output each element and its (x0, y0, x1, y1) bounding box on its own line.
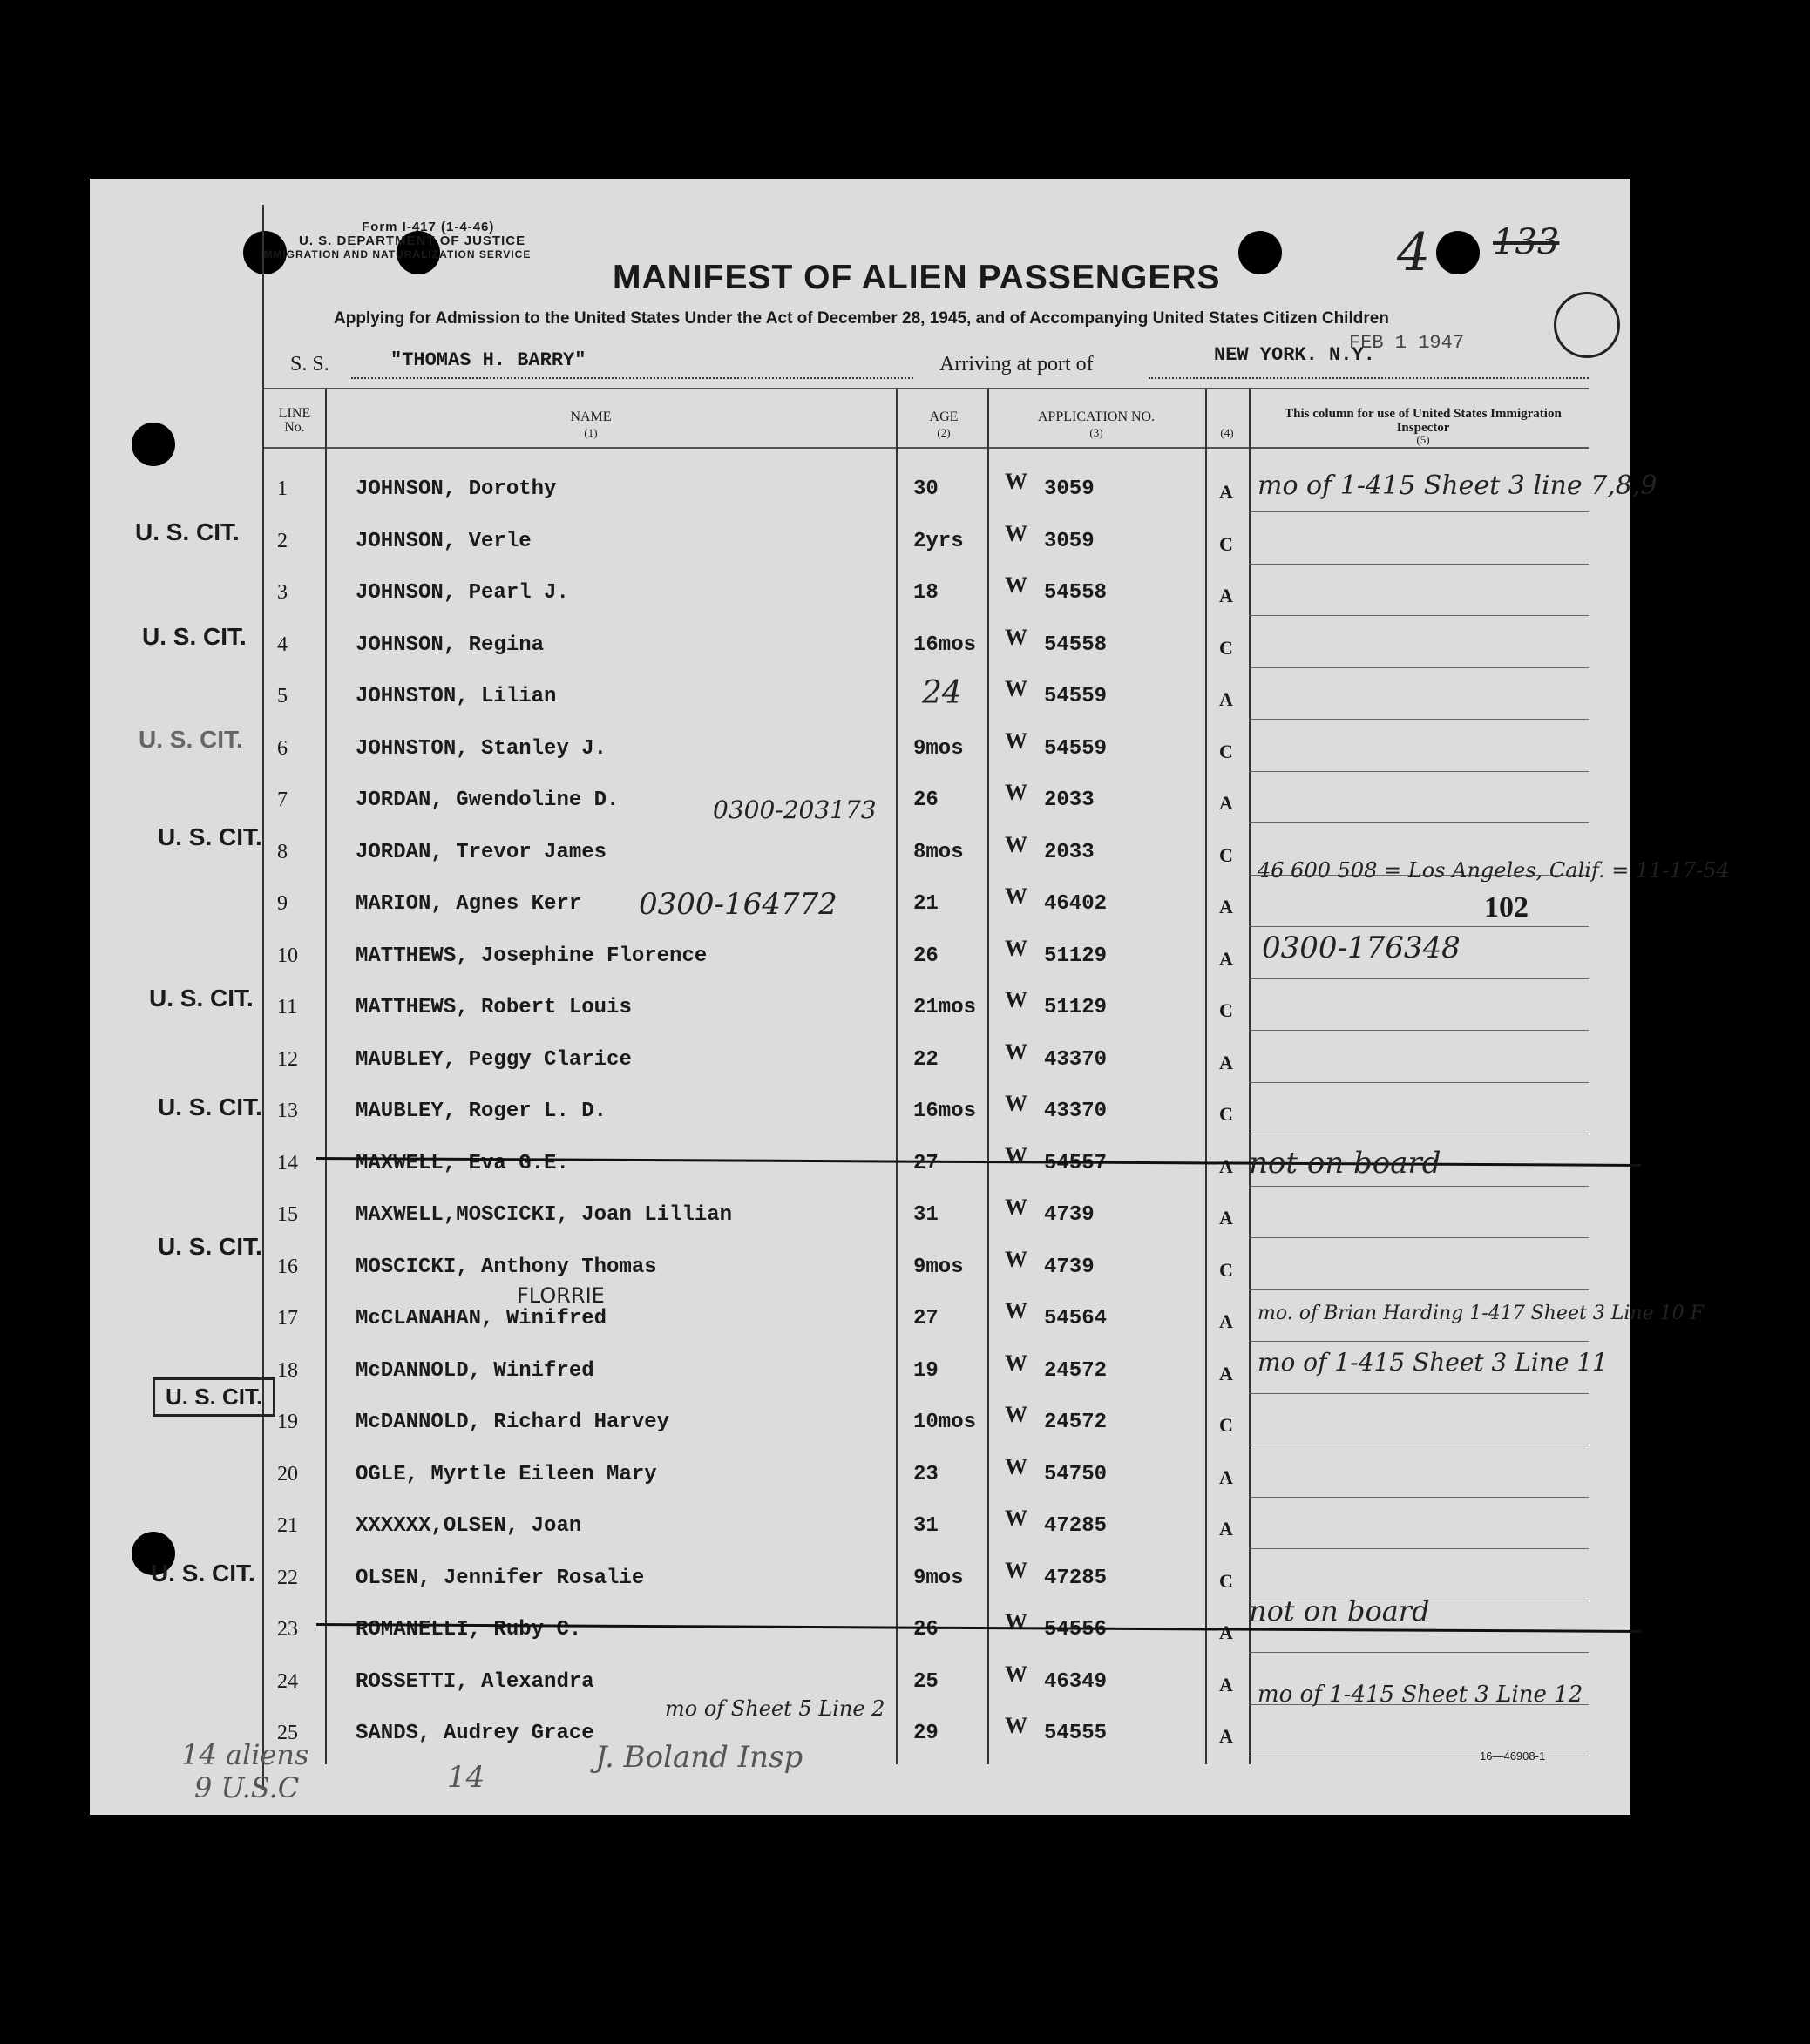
port-dotline (1149, 377, 1589, 379)
class-code: C (1219, 1258, 1233, 1281)
class-code: C (1219, 636, 1233, 659)
tally-citizens: 9 U.S.C (194, 1771, 300, 1804)
passenger-name: MATTHEWS, Josephine Florence (356, 944, 708, 968)
passenger-name: MAXWELL,MOSCICKI, Joan Lillian (356, 1203, 733, 1227)
passenger-name: McCLANAHAN, Winifred (356, 1307, 607, 1330)
handwritten-note: mo. of Brian Harding 1-417 Sheet 3 Line 10 F (1258, 1303, 1704, 1324)
application-number: 51129 (1044, 996, 1108, 1019)
class-code: C (1219, 1569, 1233, 1592)
inspector-line (1249, 667, 1589, 668)
inspector-line (1249, 1030, 1589, 1031)
handwritten-note: not on board (1249, 1594, 1430, 1628)
passenger-name: JORDAN, Trevor James (356, 840, 607, 864)
application-prefix: W (1005, 572, 1027, 598)
class-code: A (1219, 688, 1233, 710)
application-number: 2033 (1044, 840, 1095, 864)
inspector-line (1249, 1237, 1589, 1238)
application-prefix: W (1005, 935, 1027, 961)
col-age-header: AGE (929, 409, 959, 424)
application-prefix: W (1005, 1402, 1027, 1427)
punch-hole (1238, 231, 1282, 274)
application-prefix: W (1005, 728, 1027, 754)
form-number: Form I-417 (1-4-46) (362, 220, 495, 234)
passenger-age: 9mos (913, 736, 964, 761)
inspector-signature: J. Boland Insp (595, 1740, 803, 1775)
table-row (90, 1395, 1630, 1446)
us-citizen-label: U. S. CIT. (142, 623, 247, 650)
passenger-age: 31 (913, 1514, 939, 1538)
col-age-num: (2) (937, 426, 951, 439)
handwritten-note: 46 600 508 = Los Angeles, Calif. = 11-17-54 (1258, 858, 1730, 883)
class-code: A (1219, 1465, 1233, 1488)
class-code: A (1219, 481, 1233, 503)
passenger-name: JORDAN, Gwendoline D. (356, 788, 620, 812)
inspector-line (1249, 771, 1589, 772)
passenger-age: 31 (913, 1203, 939, 1227)
class-code: A (1219, 1207, 1233, 1228)
passenger-age: 10mos (913, 1411, 977, 1434)
application-number: 54559 (1044, 685, 1108, 708)
us-citizen-label: U. S. CIT. (135, 518, 240, 545)
application-prefix: W (1005, 1246, 1027, 1272)
passenger-name: OGLE, Myrtle Eileen Mary (356, 1462, 657, 1486)
punch-hole (132, 423, 175, 466)
application-number: 47285 (1044, 1514, 1108, 1538)
passenger-name: MAUBLEY, Roger L. D. (356, 1100, 607, 1123)
passenger-age: 9mos (913, 1255, 964, 1279)
application-number: 54564 (1044, 1307, 1108, 1330)
tally-number: 14 (447, 1760, 485, 1795)
inspector-line (1249, 926, 1589, 927)
line-number: 8 (277, 840, 288, 863)
handwritten-note: mo of 1-415 Sheet 3 Line 12 (1258, 1682, 1583, 1708)
inspector-line (1249, 1289, 1589, 1290)
handwritten-number: 0300-203173 (713, 795, 877, 824)
passenger-age: 26 (913, 1618, 939, 1641)
class-code: C (1219, 532, 1233, 555)
application-prefix: W (1005, 1195, 1027, 1220)
passenger-age: 25 (913, 1669, 939, 1694)
inspector-line (1249, 822, 1589, 823)
table-row (90, 721, 1630, 773)
line-number: 22 (277, 1566, 298, 1589)
table-row (90, 876, 1630, 928)
col-inspector-num: (5) (1416, 433, 1430, 446)
class-code: C (1219, 843, 1233, 866)
table-row (90, 1084, 1630, 1135)
class-code: C (1219, 740, 1233, 762)
class-code: A (1219, 1154, 1233, 1177)
us-citizen-label: U. S. CIT. (158, 1093, 262, 1120)
us-citizen-label: U. S. CIT. (149, 985, 254, 1012)
table-row (90, 1240, 1630, 1291)
application-number: 54557 (1044, 1151, 1108, 1175)
class-code: A (1219, 1621, 1233, 1643)
punch-hole (1436, 231, 1480, 274)
table-row (90, 1188, 1630, 1239)
line-number: 15 (277, 1203, 298, 1226)
table-row (90, 1032, 1630, 1084)
col-inspector-header: This column for use of United States Immigration Inspector (1285, 407, 1562, 435)
line-number: 19 (277, 1411, 298, 1433)
passenger-name: SANDS, Audrey Grace (356, 1722, 594, 1745)
us-citizen-label: U. S. CIT. (151, 1560, 255, 1587)
inspector-line (1249, 511, 1589, 512)
us-citizen-label: U. S. CIT. (158, 823, 262, 850)
application-prefix: W (1005, 883, 1027, 909)
application-number: 54555 (1044, 1722, 1108, 1745)
class-code: A (1219, 585, 1233, 606)
class-code: A (1219, 1518, 1233, 1540)
passenger-name: MAXWELL, Eva G.E. (356, 1151, 569, 1175)
application-number: 54558 (1044, 581, 1108, 605)
passenger-age: 19 (913, 1358, 939, 1383)
application-prefix: W (1005, 1350, 1027, 1376)
application-number: 46402 (1044, 892, 1108, 916)
passenger-age: 9mos (913, 1566, 964, 1590)
inspector-line (1249, 1082, 1589, 1083)
application-prefix: W (1005, 987, 1027, 1012)
application-number: 4739 (1044, 1203, 1095, 1227)
passenger-name: ROSSETTI, Alexandra (356, 1669, 594, 1694)
line-number: 14 (277, 1151, 298, 1174)
line-number: 16 (277, 1255, 298, 1278)
line-number: 11 (277, 996, 298, 1019)
line-number: 1 (277, 477, 288, 500)
line-number: 20 (277, 1462, 298, 1486)
passenger-age: 18 (913, 581, 939, 605)
subtitle: Applying for Admission to the United States Under the Act of December 28, 1945, and of Accompanying United States Citizen Children (334, 309, 1389, 328)
application-number: 4739 (1044, 1255, 1095, 1279)
handwritten-sheet-number: 4 (1397, 222, 1431, 283)
application-number: 54559 (1044, 736, 1108, 761)
passenger-age: 21mos (913, 996, 977, 1019)
line-number: 9 (277, 892, 288, 915)
line-number: 24 (277, 1669, 298, 1693)
handwritten-note: mo of 1-415 Sheet 3 Line 11 (1258, 1348, 1608, 1377)
line-number: 13 (277, 1100, 298, 1122)
application-prefix: W (1005, 831, 1027, 857)
service: IMMIGRATION AND NATURALIZATION SERVICE (260, 248, 532, 261)
passenger-age: 16mos (913, 633, 977, 657)
handwritten-age: 24 (922, 675, 962, 711)
line-number: 6 (277, 736, 288, 760)
table-row (90, 618, 1630, 669)
handwritten-struck-number: 133 (1493, 222, 1560, 262)
application-prefix: W (1005, 1661, 1027, 1687)
line-number: 18 (277, 1358, 298, 1382)
passenger-name: ROMANELLI, Ruby C. (356, 1618, 582, 1641)
inspector-line (1249, 1186, 1589, 1187)
line-number: 25 (277, 1722, 298, 1744)
page-title: MANIFEST OF ALIEN PASSENGERS (613, 259, 1221, 296)
passenger-age: 27 (913, 1307, 939, 1330)
application-prefix: W (1005, 1713, 1027, 1738)
handwritten-note: not on board (1249, 1146, 1441, 1181)
application-number: 54750 (1044, 1462, 1108, 1486)
class-code: A (1219, 947, 1233, 970)
passenger-name: JOHNSTON, Stanley J. (356, 736, 607, 761)
passenger-age: 26 (913, 944, 939, 968)
manifest-sheet (90, 179, 1730, 1815)
line-number: 3 (277, 581, 288, 604)
passenger-age: 8mos (913, 840, 964, 864)
table-header-rule (264, 447, 1589, 449)
inspector-line (1249, 1497, 1589, 1498)
passenger-name: McDANNOLD, Winifred (356, 1358, 594, 1383)
col-line-header: LINE No. (278, 406, 311, 435)
class-code: A (1219, 1362, 1233, 1384)
passenger-name: JOHNSON, Dorothy (356, 477, 557, 501)
application-number: 47285 (1044, 1566, 1108, 1590)
handwritten-note: mo of 1-415 Sheet 3 line 7,8,9 (1258, 470, 1657, 501)
application-number: 2033 (1044, 788, 1095, 812)
line-number: 23 (277, 1618, 298, 1641)
passenger-name: JOHNSON, Regina (356, 633, 545, 657)
stamped-code: 102 (1484, 891, 1529, 924)
ss-label: S. S. (290, 353, 329, 376)
line-number: 4 (277, 633, 288, 656)
passenger-age: 30 (913, 477, 939, 501)
handwritten-name: FLORRIE (517, 1283, 605, 1308)
line-number: 10 (277, 944, 298, 967)
class-code: A (1219, 1673, 1233, 1695)
port: NEW YORK. N.Y. (1214, 344, 1375, 366)
application-number: 43370 (1044, 1100, 1108, 1123)
passenger-name: JOHNSON, Pearl J. (356, 581, 569, 605)
table-row (90, 669, 1630, 721)
application-prefix: W (1005, 469, 1027, 494)
class-code: A (1219, 896, 1233, 917)
application-prefix: W (1005, 1557, 1027, 1583)
inspector-line (1249, 978, 1589, 979)
inspector-line (1249, 564, 1589, 565)
application-number: 3059 (1044, 529, 1095, 553)
application-prefix: W (1005, 1142, 1027, 1168)
department: U. S. DEPARTMENT OF JUSTICE (299, 234, 526, 248)
passenger-age: 2yrs (913, 529, 964, 553)
application-number: 54556 (1044, 1618, 1108, 1641)
class-code: A (1219, 792, 1233, 814)
tally-aliens: 14 aliens (181, 1738, 309, 1771)
passenger-name: MATTHEWS, Robert Louis (356, 996, 632, 1019)
handwritten-number: 0300-164772 (639, 887, 837, 922)
inspector-line (1249, 719, 1589, 720)
passenger-name: MOSCICKI, Anthony Thomas (356, 1255, 657, 1279)
application-prefix: W (1005, 520, 1027, 546)
us-citizen-stamp: U. S. CIT. (153, 1377, 275, 1417)
inspector-line (1249, 615, 1589, 616)
line-number: 7 (277, 788, 288, 811)
application-number: 46349 (1044, 1669, 1108, 1694)
col-app-num: (3) (1089, 426, 1103, 439)
passenger-name: McDANNOLD, Richard Harvey (356, 1411, 670, 1434)
passenger-age: 26 (913, 788, 939, 812)
line-number: 17 (277, 1307, 298, 1330)
table-top-rule (264, 388, 1589, 389)
passenger-name: MARION, Agnes Kerr (356, 892, 582, 916)
application-number: 24572 (1044, 1411, 1108, 1434)
inspector-line (1249, 1393, 1589, 1394)
table-row (90, 514, 1630, 565)
passenger-age: 16mos (913, 1100, 977, 1123)
application-prefix: W (1005, 1039, 1027, 1065)
passenger-name: JOHNSON, Verle (356, 529, 532, 553)
passenger-name: OLSEN, Jennifer Rosalie (356, 1566, 645, 1590)
passenger-age: 27 (913, 1151, 939, 1175)
application-number: 3059 (1044, 477, 1095, 501)
table-row (90, 980, 1630, 1032)
class-code: A (1219, 1051, 1233, 1073)
application-prefix: W (1005, 1506, 1027, 1531)
passenger-name: XXXXXX,OLSEN, Joan (356, 1514, 582, 1538)
line-number: 2 (277, 529, 288, 552)
col-app-header: APPLICATION NO. (1037, 409, 1156, 424)
passenger-age: 23 (913, 1462, 939, 1486)
passenger-name: JOHNSTON, Lilian (356, 685, 557, 708)
handwritten-number: 0300-176348 (1262, 931, 1461, 965)
class-code: C (1219, 1414, 1233, 1436)
col-name-header: NAME (570, 409, 612, 424)
application-number: 43370 (1044, 1047, 1108, 1072)
class-code: C (1219, 999, 1233, 1021)
class-code: C (1219, 1103, 1233, 1125)
application-prefix: W (1005, 1609, 1027, 1635)
table-row (90, 565, 1630, 617)
circled-mark (1554, 292, 1620, 358)
application-prefix: W (1005, 780, 1027, 805)
passenger-age: 29 (913, 1722, 939, 1745)
line-number: 12 (277, 1047, 298, 1071)
us-citizen-label: U. S. CIT. (158, 1233, 262, 1260)
class-code: A (1219, 1725, 1233, 1747)
inspector-line (1249, 1548, 1589, 1549)
passenger-age: 22 (913, 1047, 939, 1072)
ship-name: "THOMAS H. BARRY" (390, 349, 586, 371)
class-code: A (1219, 1310, 1233, 1332)
arriving-label: Arriving at port of (939, 353, 1094, 376)
line-number: 21 (277, 1514, 298, 1537)
print-code: 16—46908-1 (1480, 1750, 1546, 1763)
application-number: 54558 (1044, 633, 1108, 657)
application-prefix: W (1005, 1298, 1027, 1323)
line-number: 5 (277, 685, 288, 707)
application-prefix: W (1005, 1453, 1027, 1479)
application-prefix: W (1005, 676, 1027, 701)
inspector-line (1249, 1341, 1589, 1342)
handwritten-note: mo of Sheet 5 Line 2 (665, 1696, 885, 1721)
inspector-line (1249, 1652, 1589, 1653)
col-4-header: (4) (1220, 426, 1234, 439)
passenger-age: 21 (913, 892, 939, 916)
col-name-num: (1) (584, 426, 598, 439)
ship-dotline (351, 377, 913, 379)
application-prefix: W (1005, 1091, 1027, 1116)
table-row (90, 1447, 1630, 1499)
application-number: 24572 (1044, 1358, 1108, 1383)
arrival-date: FEB 1 1947 (1349, 332, 1465, 354)
passenger-name: MAUBLEY, Peggy Clarice (356, 1047, 632, 1072)
application-number: 51129 (1044, 944, 1108, 968)
us-citizen-label: U. S. CIT. (139, 726, 243, 753)
table-row (90, 1499, 1630, 1550)
application-prefix: W (1005, 624, 1027, 650)
